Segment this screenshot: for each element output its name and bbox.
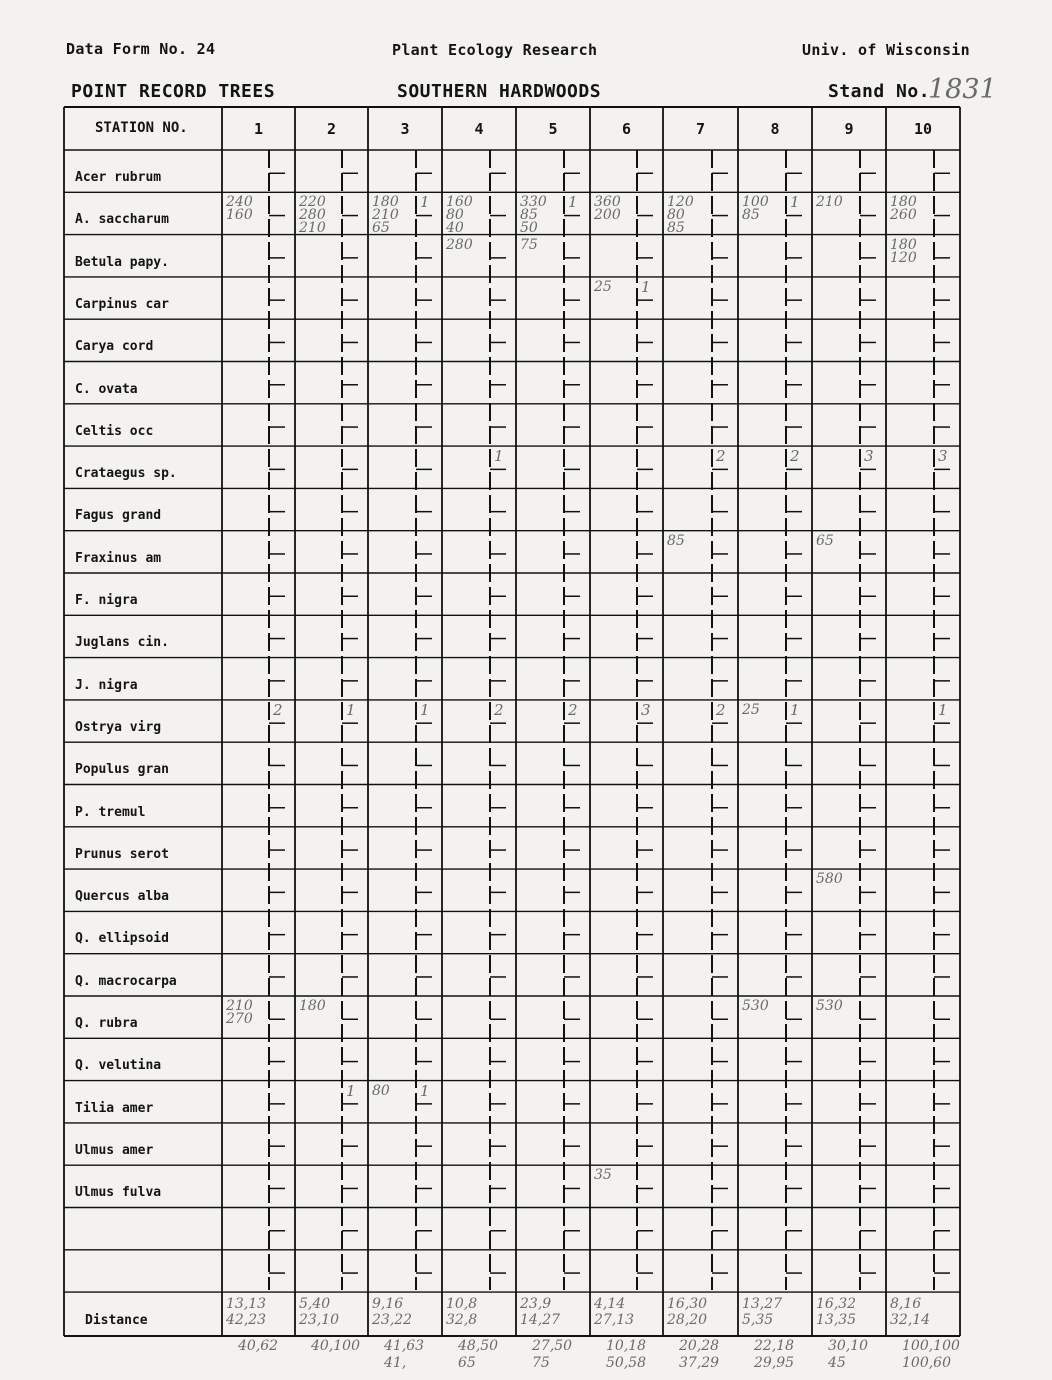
form-number: Data Form No. 24	[66, 40, 216, 58]
tree-measurement: 160 80 40	[446, 194, 473, 237]
species-label: F. nigra	[75, 593, 138, 608]
species-label: Quercus alba	[75, 889, 169, 905]
tally-count: 3	[864, 447, 874, 466]
tally-count: 1	[494, 447, 504, 466]
tally-count: 3	[938, 447, 948, 466]
species-label: Prunus serot	[75, 846, 169, 862]
stand-number-handwritten: 1831	[928, 74, 997, 105]
distance-value: 13,13 42,23	[226, 1296, 267, 1329]
tree-measurement: 280	[446, 236, 473, 253]
tree-measurement: 25	[742, 701, 760, 718]
station-number-6: 6	[621, 120, 632, 138]
species-label: A. saccharum	[75, 212, 169, 228]
tally-count: 1	[790, 700, 800, 719]
species-label: Q. velutina	[75, 1058, 162, 1074]
distance-note: 20,28 37,29	[679, 1338, 720, 1371]
tally-count: 1	[346, 700, 356, 719]
tally-count: 1	[568, 193, 578, 212]
tally-count: 2	[716, 447, 726, 466]
tree-measurement: 180 260	[890, 194, 917, 224]
tree-measurement: 210	[816, 194, 843, 211]
distance-value: 5,40 23,10	[299, 1296, 340, 1329]
tally-count: 1	[420, 700, 430, 719]
distance-value: 10,8 32,8	[446, 1296, 478, 1329]
species-label: J. nigra	[75, 677, 138, 693]
distance-value: 13,27 5,35	[742, 1296, 783, 1329]
tree-measurement: 180	[299, 998, 326, 1014]
species-label: Betula papy.	[75, 254, 169, 270]
distance-note: 40,62	[238, 1338, 279, 1354]
tally-count: 2	[790, 447, 800, 466]
university-name: Univ. of Wisconsin	[802, 41, 970, 59]
tally-count: 3	[641, 700, 651, 719]
tree-measurement: 210 270	[226, 998, 253, 1027]
distance-note: 41,63 41,	[384, 1338, 425, 1371]
species-label: Populus gran	[75, 762, 169, 778]
species-label: Tilia amer	[75, 1100, 154, 1116]
distance-note: 100,100 100,60	[902, 1338, 960, 1371]
tree-measurement: 530	[816, 998, 843, 1014]
tree-measurement: 25	[594, 278, 612, 295]
station-number-7: 7	[695, 120, 706, 138]
station-number-9: 9	[844, 120, 854, 138]
species-label: Ostrya virg	[75, 719, 162, 735]
station-number-4: 4	[474, 120, 484, 138]
tally-count: 1	[346, 1081, 356, 1100]
species-label: Q. rubra	[75, 1016, 138, 1031]
species-label: Crataegus sp.	[75, 466, 177, 482]
distance-label: Distance	[85, 1313, 148, 1328]
distance-note: 22,18 29,95	[754, 1338, 795, 1371]
tree-measurement: 100 85	[742, 194, 769, 224]
distance-note: 27,50 75	[532, 1338, 573, 1371]
distance-value: 16,32 13,35	[816, 1296, 857, 1329]
tree-measurement: 80	[372, 1082, 390, 1099]
tree-measurement: 35	[594, 1167, 612, 1184]
tree-measurement: 180 210 65	[372, 194, 399, 237]
species-label: Carpinus car	[75, 296, 169, 312]
tally-count: 2	[716, 700, 726, 719]
station-number-8: 8	[770, 120, 780, 138]
species-label: Q. macrocarpa	[75, 973, 177, 989]
station-number-10: 10	[913, 120, 933, 138]
tally-count: 2	[568, 700, 578, 719]
species-label: Carya cord	[75, 339, 154, 355]
tree-measurement: 65	[816, 532, 834, 549]
tree-measurement: 240 160	[226, 194, 253, 224]
distance-note: 10,18 50,58	[606, 1338, 647, 1371]
tally-count: 1	[938, 700, 948, 719]
tree-measurement: 120 80 85	[667, 194, 694, 237]
tree-measurement: 75	[520, 236, 538, 253]
tally-count: 2	[273, 700, 283, 719]
distance-note: 40,100	[311, 1338, 360, 1354]
tree-measurement: 85	[667, 532, 685, 549]
organization-name: Plant Ecology Research	[392, 41, 598, 59]
station-header: STATION NO.	[95, 120, 188, 136]
species-label: C. ovata	[75, 381, 138, 397]
species-label: Ulmus amer	[75, 1142, 154, 1158]
form-subtitle: SOUTHERN HARDWOODS	[397, 81, 602, 102]
species-label: Q. ellipsoid	[75, 931, 169, 947]
station-number-1: 1	[253, 120, 264, 138]
tally-count: 1	[420, 1081, 430, 1100]
station-number-3: 3	[400, 120, 410, 138]
tally-count: 1	[641, 277, 651, 296]
species-label: Juglans cin.	[75, 635, 169, 651]
tree-measurement: 360 200	[594, 194, 621, 224]
tree-measurement: 330 85 50	[520, 194, 547, 237]
tree-measurement: 220 280 210	[299, 194, 326, 237]
distance-value: 23,9 14,27	[520, 1296, 561, 1329]
distance-value: 16,30 28,20	[667, 1296, 708, 1329]
station-number-5: 5	[548, 120, 558, 138]
distance-value: 9,16 23,22	[372, 1296, 413, 1329]
distance-value: 4,14 27,13	[594, 1296, 635, 1329]
station-number-2: 2	[326, 120, 337, 138]
species-label: Acer rubrum	[75, 170, 162, 185]
tree-measurement: 580	[816, 871, 843, 888]
species-label: Ulmus fulva	[75, 1185, 162, 1201]
distance-note: 30,10 45	[828, 1338, 869, 1371]
species-label: Fraxinus am	[75, 550, 162, 566]
species-label: P. tremul	[75, 804, 146, 820]
distance-note: 48,50 65	[458, 1338, 499, 1371]
stand-label: Stand No.	[828, 81, 931, 102]
tree-measurement: 530	[742, 998, 769, 1014]
species-label: Fagus grand	[75, 508, 162, 524]
distance-value: 8,16 32,14	[890, 1296, 931, 1329]
tally-count: 2	[494, 700, 504, 719]
tally-count: 1	[790, 193, 800, 212]
tally-count: 1	[420, 193, 430, 212]
species-label: Celtis occ	[75, 423, 154, 439]
tree-measurement: 180 120	[890, 236, 917, 266]
form-title: POINT RECORD TREES	[71, 81, 276, 102]
